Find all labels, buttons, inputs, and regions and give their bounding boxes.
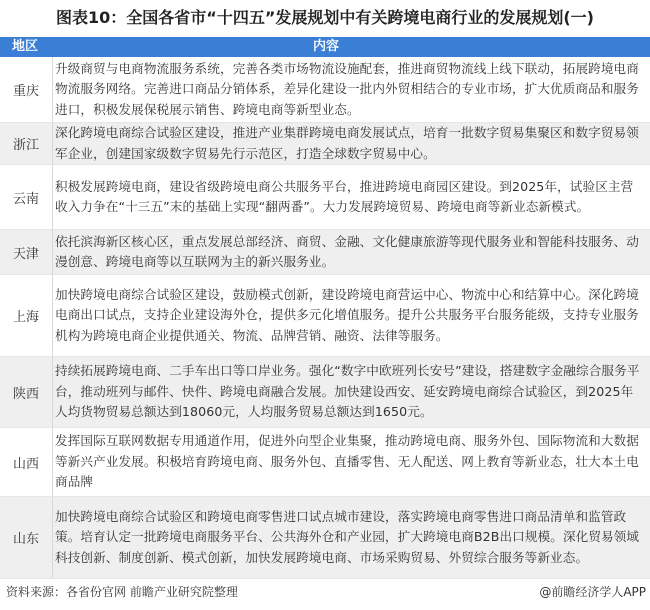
region-cell: 上海: [0, 275, 53, 356]
content-cell: 升级商贸与电商物流服务系统，完善各类市场物流设施配套，推进商贸物流线上线下联动，拓展跨境电商物流服务网络。完善进口商品分销体系，差异化建设一批内外贸相结合的专业市场，扩大优质商品和服务进口，积极发展保税展示销售、跨境电商等新型业态。: [55, 60, 639, 117]
content-cell: 积极发展跨境电商，建设省级跨境电商公共服务平台，推进跨境电商园区建设。到2025年，试验区主营收入力争在“十三五”末的基础上实现“翻两番”。大力发展跨境贸易、跨境电商等新业态新模式。: [55, 178, 634, 214]
table-row: [0, 275, 650, 357]
table-row: [0, 165, 650, 230]
table-header: [0, 37, 650, 57]
content-cell: 发挥国际互联网数据专用通道作用，促进外向型企业集聚，推动跨境电商、服务外包、国际物流和大数据等新兴产业发展。积极培育跨境电商、服务外包、直播零售、无人配送、网上教育等新业态，壮大本土电商品牌: [55, 433, 639, 490]
region-cell: 山西: [0, 428, 53, 496]
table-row: [0, 497, 650, 579]
region-cell: 云南: [0, 165, 53, 229]
table-row: [0, 428, 650, 497]
table-row: [0, 57, 650, 123]
table-row: [0, 357, 650, 428]
table-row: [0, 123, 650, 165]
table-row: [0, 230, 650, 275]
header-region: 地区: [12, 39, 39, 54]
footer: [0, 580, 650, 602]
header-content: 内容: [312, 39, 339, 54]
content-cell: 深化跨境电商综合试验区建设，推进产业集群跨境电商发展试点，培育一批数字贸易集聚区和数字贸易领军企业，创建国家级数字贸易先行示范区，打造全球数字贸易中心。: [55, 125, 639, 161]
content-cell: 持续拓展跨境电商、二手车出口等口岸业务。强化“数字中欧班列长安号”建设，搭建数字金融综合服务平台，推动班列与邮件、快件、跨境电商融合发展。加快建设西安、延安跨境电商综合试验区，到2025年人均货物贸易总额达到18060元，人均服务贸易总额达到1650元。: [55, 363, 640, 420]
source-note: 资料来源：各省份官网 前瞻产业研究院整理: [6, 585, 238, 599]
region-cell: 天津: [0, 230, 53, 274]
figure-title: 图表10：全国各省市“十四五”发展规划中有关跨境电商行业的发展规划(一): [56, 8, 594, 27]
region-cell: 重庆: [0, 57, 53, 122]
plan-table: [0, 37, 650, 579]
content-cell: 加快跨境电商综合试验区建设，鼓励模式创新，建设跨境电商营运中心、物流中心和结算中心。深化跨境电商出口试点，支持企业建设海外仓，提供多元化增值服务。提升公共服务平台服务能级，支持专业服务机构为跨境电商企业提供通关、物流、品牌营销、融资、法律等服务。: [55, 286, 639, 343]
region-cell: 山东: [0, 497, 53, 578]
region-cell: 陕西: [0, 357, 53, 427]
content-cell: 加快跨境电商综合试验区和跨境电商零售进口试点城市建设，落实跨境电商零售进口商品清单和监管政策。培育认定一批跨境电商服务平台、公共海外仓和产业园，扩大跨境电商B2B出口规模。深化贸易领域科技创新、制度创新、模式创新，加快发展跨境电商、市场采购贸易、外贸综合服务等新业态。: [55, 508, 640, 565]
content-cell: 依托滨海新区核心区，重点发展总部经济、商贸、金融、文化健康旅游等现代服务业和智能科技服务、动漫创意、跨境电商等以互联网为主的新兴服务业。: [55, 233, 639, 269]
brand-watermark: @前瞻经济学人APP: [539, 585, 646, 599]
region-cell: 浙江: [0, 123, 53, 164]
